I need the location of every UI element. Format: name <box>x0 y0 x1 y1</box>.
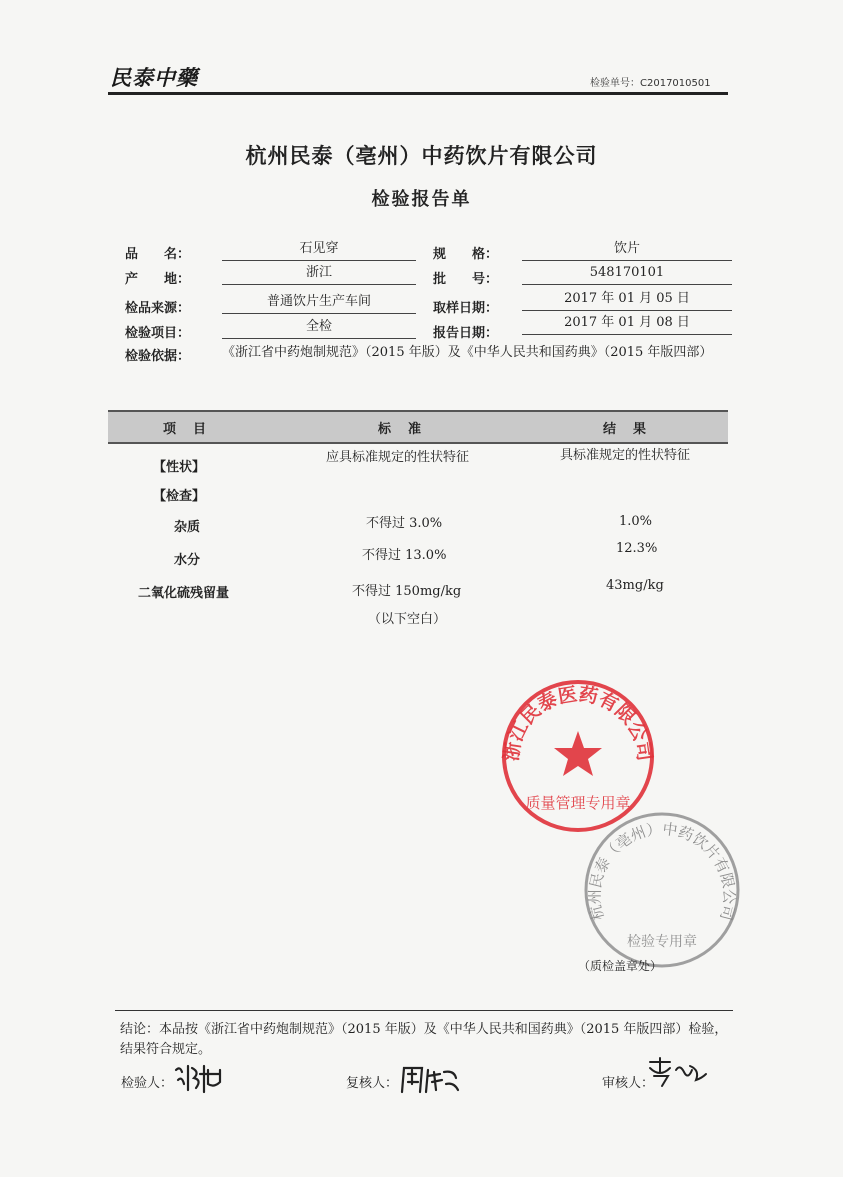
gray-inspection-seal <box>580 808 744 972</box>
red-seal-text: 浙江民泰医药有限公司 <box>500 683 656 763</box>
origin-label: 产 地： <box>125 272 191 287</box>
blank-note: （以下空白） <box>368 612 447 627</box>
row-5-standard: 不得过 150mg/kg <box>352 584 462 599</box>
company-name: 杭州民泰（亳州）中药饮片有限公司 <box>245 144 598 168</box>
reviewer-label: 复核人： <box>346 1076 399 1091</box>
row-1-standard: 应具标准规定的性状特征 <box>326 450 470 465</box>
batch-value: 548170101 <box>522 264 732 285</box>
inspector-signature <box>174 1062 226 1094</box>
row-1-item: 【性状】 <box>153 460 206 475</box>
row-2-item: 【检查】 <box>153 489 206 504</box>
row-4-item: 水分 <box>174 553 201 568</box>
conclusion-text: 结论：本品按《浙江省中药炮制规范》（2015 年版）及《中华人民共和国药典》（2015 年版四部）检验，结果符合规定。 <box>120 1022 728 1057</box>
header-standard: 标 准 <box>378 422 424 437</box>
row-4-standard: 不得过 13.0% <box>362 548 447 563</box>
header-result: 结 果 <box>603 422 649 437</box>
header-divider <box>108 92 728 95</box>
batch-label: 批 号： <box>433 272 499 287</box>
header-item: 项 目 <box>163 422 209 437</box>
reviewer-signature <box>398 1062 462 1096</box>
results-table-header <box>108 410 728 444</box>
inspector-label: 检验人： <box>121 1076 174 1091</box>
origin-value: 浙江 <box>222 264 416 285</box>
row-4-result: 12.3% <box>616 541 658 556</box>
auditor-label: 审核人： <box>602 1076 655 1091</box>
basis-label: 检验依据： <box>125 349 191 364</box>
row-5-result: 43mg/kg <box>606 578 664 593</box>
test-item-value: 全检 <box>222 318 416 339</box>
basis-value: 《浙江省中药炮制规范》（2015 年版）及《中华人民共和国药典》（2015 年版四部） <box>222 345 713 360</box>
row-1-result: 具标准规定的性状特征 <box>560 448 691 463</box>
report-number <box>590 74 711 89</box>
report-number-value: C2017010501 <box>640 78 711 89</box>
spec-label: 规 格： <box>433 247 499 262</box>
sample-source-value: 普通饮片生产车间 <box>222 293 416 314</box>
seal-note: （质检盖章处） <box>578 959 663 973</box>
sample-source-label: 检品来源： <box>125 301 191 316</box>
company-logo-text: 民泰中藥 <box>110 65 198 90</box>
row-5-item: 二氧化硫残留量 <box>138 586 230 601</box>
red-seal-subtext: 质量管理专用章 <box>525 794 631 812</box>
report-number-label: 检验单号： <box>590 78 640 89</box>
conclusion-divider <box>115 1010 733 1011</box>
product-name-value: 石见穿 <box>222 240 416 261</box>
test-item-label: 检验项目： <box>125 326 191 341</box>
report-date-label: 报告日期： <box>433 326 499 341</box>
row-3-item: 杂质 <box>174 520 201 535</box>
gray-seal-text: 杭州民泰（亳州）中药饮片有限公司 <box>585 819 739 923</box>
gray-seal-subtext: 检验专用章 <box>627 934 697 950</box>
sampling-date-value: 2017 年 01 月 05 日 <box>522 290 732 311</box>
report-date-value: 2017 年 01 月 08 日 <box>522 314 732 335</box>
row-3-result: 1.0% <box>619 514 653 529</box>
document-title: 检验报告单 <box>371 189 472 210</box>
seal-star-icon <box>554 731 602 776</box>
row-3-standard: 不得过 3.0% <box>366 516 443 531</box>
sampling-date-label: 取样日期： <box>433 301 499 316</box>
product-name-label: 品 名： <box>125 247 191 262</box>
spec-value: 饮片 <box>522 240 732 261</box>
auditor-signature <box>644 1056 708 1090</box>
